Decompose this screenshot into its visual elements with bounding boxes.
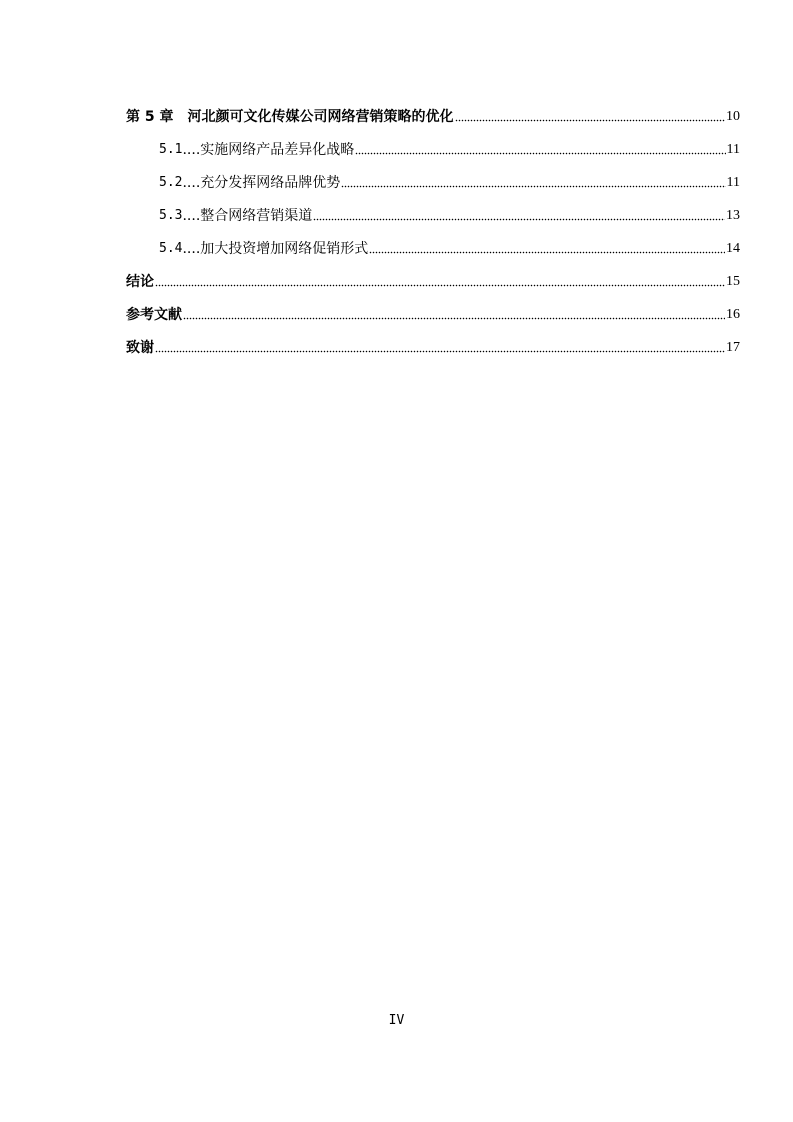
page-number: 10: [726, 109, 740, 124]
dot-leader: [313, 218, 725, 221]
section-title: ....实施网络产品差异化战略: [182, 142, 355, 158]
section-number: 5.4: [159, 241, 183, 256]
dot-leader: [155, 284, 725, 287]
section-title: ....加大投资增加网络促销形式: [182, 241, 369, 257]
chapter-title: 河北颜可文化传媒公司网络营销策略的优化: [187, 109, 454, 125]
section-number: 5.3: [159, 208, 183, 223]
page-number: 11: [726, 142, 740, 157]
dot-leader: [341, 185, 725, 188]
page-number: 11: [726, 175, 740, 190]
dot-leader: [369, 251, 725, 254]
dot-leader: [183, 317, 725, 320]
toc-entry-section-5-2[interactable]: [126, 160, 740, 193]
dot-leader: [155, 350, 725, 353]
section-number: 5.2: [159, 175, 183, 190]
toc-entry-acknowledgements[interactable]: [126, 325, 740, 358]
section-title: ....充分发挥网络品牌优势: [182, 175, 341, 191]
acknowledgements-title: 致谢: [126, 340, 154, 356]
page-number: 14: [726, 241, 740, 256]
toc-entry-chapter-5[interactable]: [126, 94, 740, 127]
toc-entry-references[interactable]: [126, 292, 740, 325]
toc-entry-conclusion[interactable]: [126, 259, 740, 292]
references-title: 参考文献: [126, 307, 182, 323]
dot-leader: [355, 152, 725, 155]
section-number: 5.1: [159, 142, 183, 157]
toc-entry-section-5-4[interactable]: [126, 226, 740, 259]
dot-leader: [455, 119, 726, 122]
page-number: 15: [726, 274, 740, 289]
conclusion-title: 结论: [126, 274, 154, 290]
toc-entry-section-5-1[interactable]: [126, 127, 740, 160]
section-title: ....整合网络营销渠道: [182, 208, 313, 224]
toc-entry-section-5-3[interactable]: [126, 193, 740, 226]
page-number: 16: [726, 307, 740, 322]
chapter-number: 第 5 章: [126, 109, 174, 125]
page-footer-number: IV: [388, 1013, 405, 1028]
page-number: 17: [726, 340, 740, 355]
page-number: 13: [726, 208, 740, 223]
table-of-contents: [126, 94, 740, 358]
